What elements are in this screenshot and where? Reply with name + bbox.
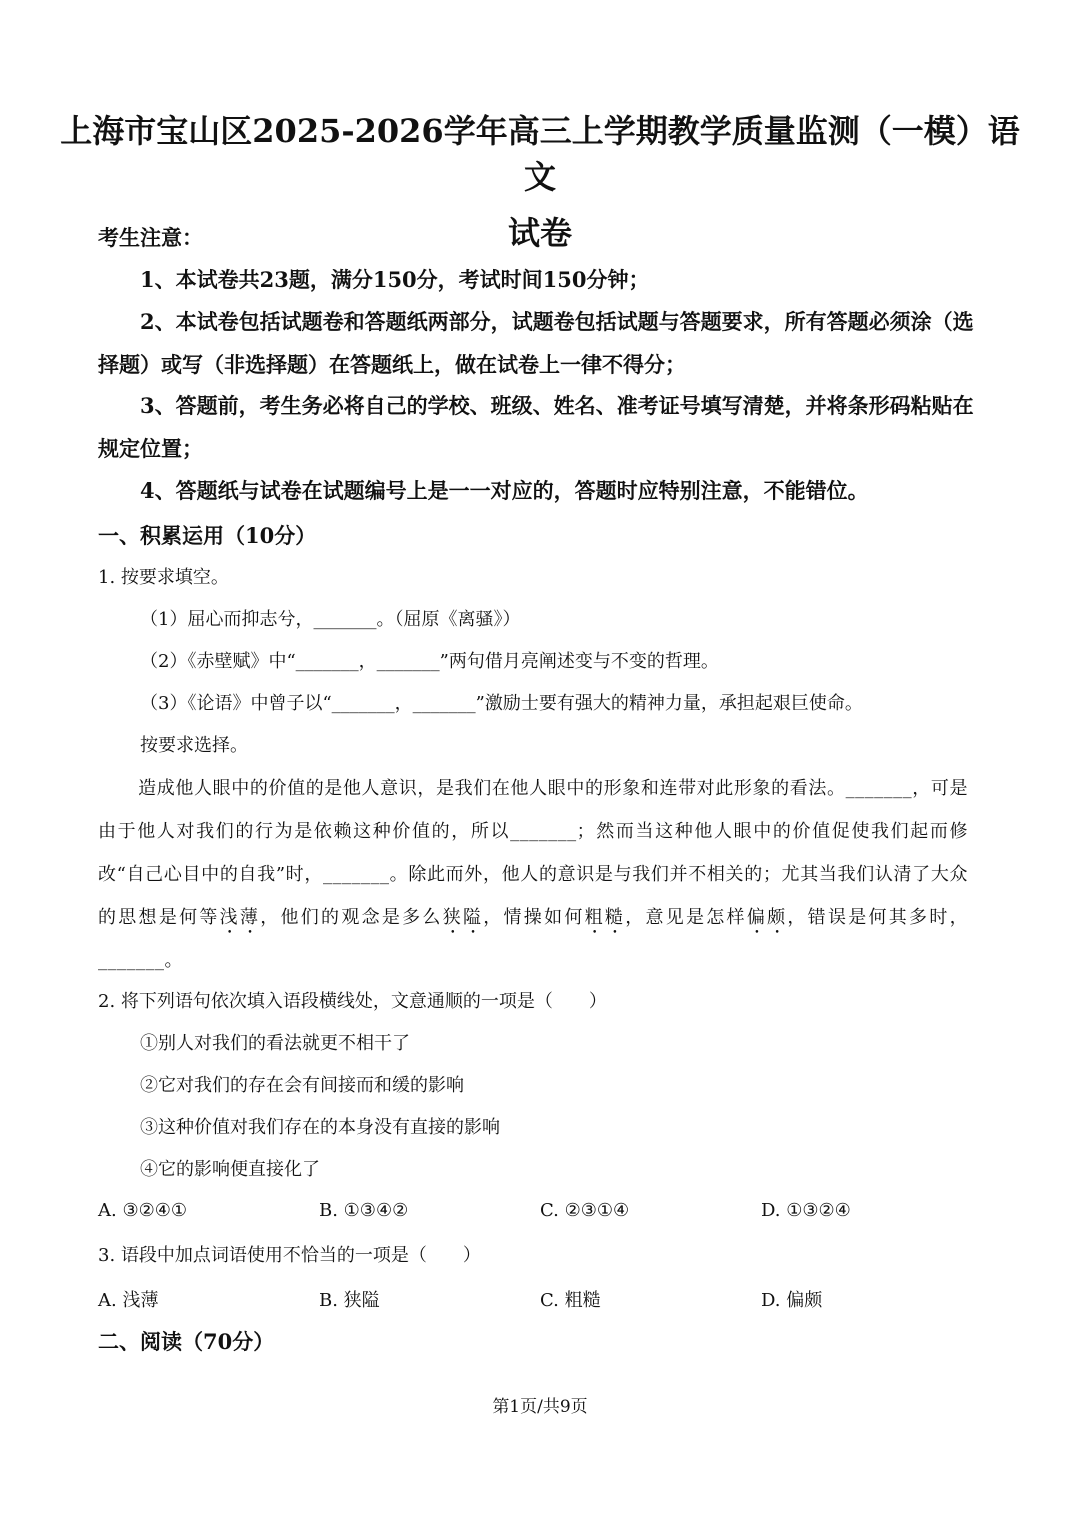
dotted-word-1: 浅薄	[219, 907, 261, 928]
title-line-2: 试卷	[507, 214, 572, 252]
dotted-word-4: 偏颇	[746, 907, 788, 928]
notice-item-4	[98, 469, 974, 512]
passage-part-1: 造成他人眼中的价值的是他人意识，是我们在他人眼中的形象和连带对此形象的看法。_______，可是由于他人对我们的行为是依赖这种价值的，所以_______；然而当这种他人眼中的价值促使我们起而修改“自己心目中的自我”时，_______。除此而外，他人的意识是与我们并不相关的；尤其当我们认清了大众的思想是何等	[98, 778, 968, 928]
choose-instruction: 按要求选择。	[140, 735, 248, 756]
exam-title	[60, 108, 1020, 256]
passage-part-4: ，意见是怎样	[625, 907, 747, 928]
question-2: 2. 将下列语句依次填入语段横线处，文意通顺的一项是（ ）	[98, 991, 607, 1012]
q2-option-b: B. ①③④②	[319, 1200, 409, 1221]
question-1-part-1: （1）屈心而抑志兮，_______。（屈原《离骚》）	[140, 609, 521, 630]
q2-item-3: ③这种价值对我们存在的本身没有直接的影响	[140, 1117, 500, 1138]
q3-option-d: D. 偏颇	[761, 1290, 823, 1311]
q3-option-b: B. 狭隘	[319, 1290, 380, 1311]
q2-item-4: ④它的影响便直接化了	[140, 1159, 320, 1180]
notice-item-3-text: 3、答题前，考生务必将自己的学校、班级、姓名、准考证号填写清楚，并将条形码粘贴在规定位置；	[98, 393, 974, 461]
notice-item-2-text: 2、本试卷包括试题卷和答题纸两部分，试题卷包括试题与答题要求，所有答题必须涂（选择题）或写（非选择题）在答题纸上，做在试卷上一律不得分；	[98, 309, 974, 377]
question-3: 3. 语段中加点词语使用不恰当的一项是（ ）	[98, 1245, 481, 1266]
section-2-heading: 二、阅读（70分）	[98, 1329, 275, 1354]
q2-option-c: C. ②③①④	[540, 1200, 630, 1221]
notice-item-2	[98, 300, 974, 386]
title-line-1: 上海市宝山区2025-2026学年高三上学期教学质量监测（一模）语文	[60, 112, 1020, 196]
q2-option-d: D. ①③②④	[761, 1200, 851, 1221]
q2-item-2: ②它对我们的存在会有间接而和缓的影响	[140, 1075, 464, 1096]
page-number: 第1页/共9页	[492, 1397, 588, 1417]
q2-item-1: ①别人对我们的看法就更不相干了	[140, 1033, 410, 1054]
q3-option-c: C. 粗糙	[540, 1290, 601, 1311]
dotted-word-3: 粗糙	[584, 907, 626, 928]
reading-passage	[98, 767, 968, 982]
question-1-part-3: （3）《论语》中曾子以“_______，_______”激励士要有强大的精神力量，承担起艰巨使命。	[140, 693, 863, 714]
passage-part-2: ，他们的观念是多么	[260, 907, 443, 928]
q2-option-a: A. ③②④①	[98, 1200, 187, 1221]
section-1-heading: 一、积累运用（10分）	[98, 523, 317, 548]
question-1-part-2: （2）《赤壁赋》中“_______，_______”两句借月亮阐述变与不变的哲理。	[140, 651, 719, 672]
dotted-word-2: 狭隘	[442, 907, 484, 928]
question-1: 1. 按要求填空。	[98, 567, 229, 588]
notice-item-3	[98, 384, 974, 470]
passage-part-5: ，错误是何其多时，_______。	[98, 907, 969, 971]
notice-item-1	[98, 258, 974, 301]
notice-heading: 考生注意：	[98, 225, 203, 250]
passage-part-3: ，情操如何	[483, 907, 585, 928]
q3-option-a: A. 浅薄	[98, 1290, 159, 1311]
notice-item-1-text: 1、本试卷共23题，满分150分，考试时间150分钟；	[140, 267, 650, 292]
notice-item-4-text: 4、答题纸与试卷在试题编号上是一一对应的，答题时应特别注意，不能错位。	[140, 478, 869, 503]
